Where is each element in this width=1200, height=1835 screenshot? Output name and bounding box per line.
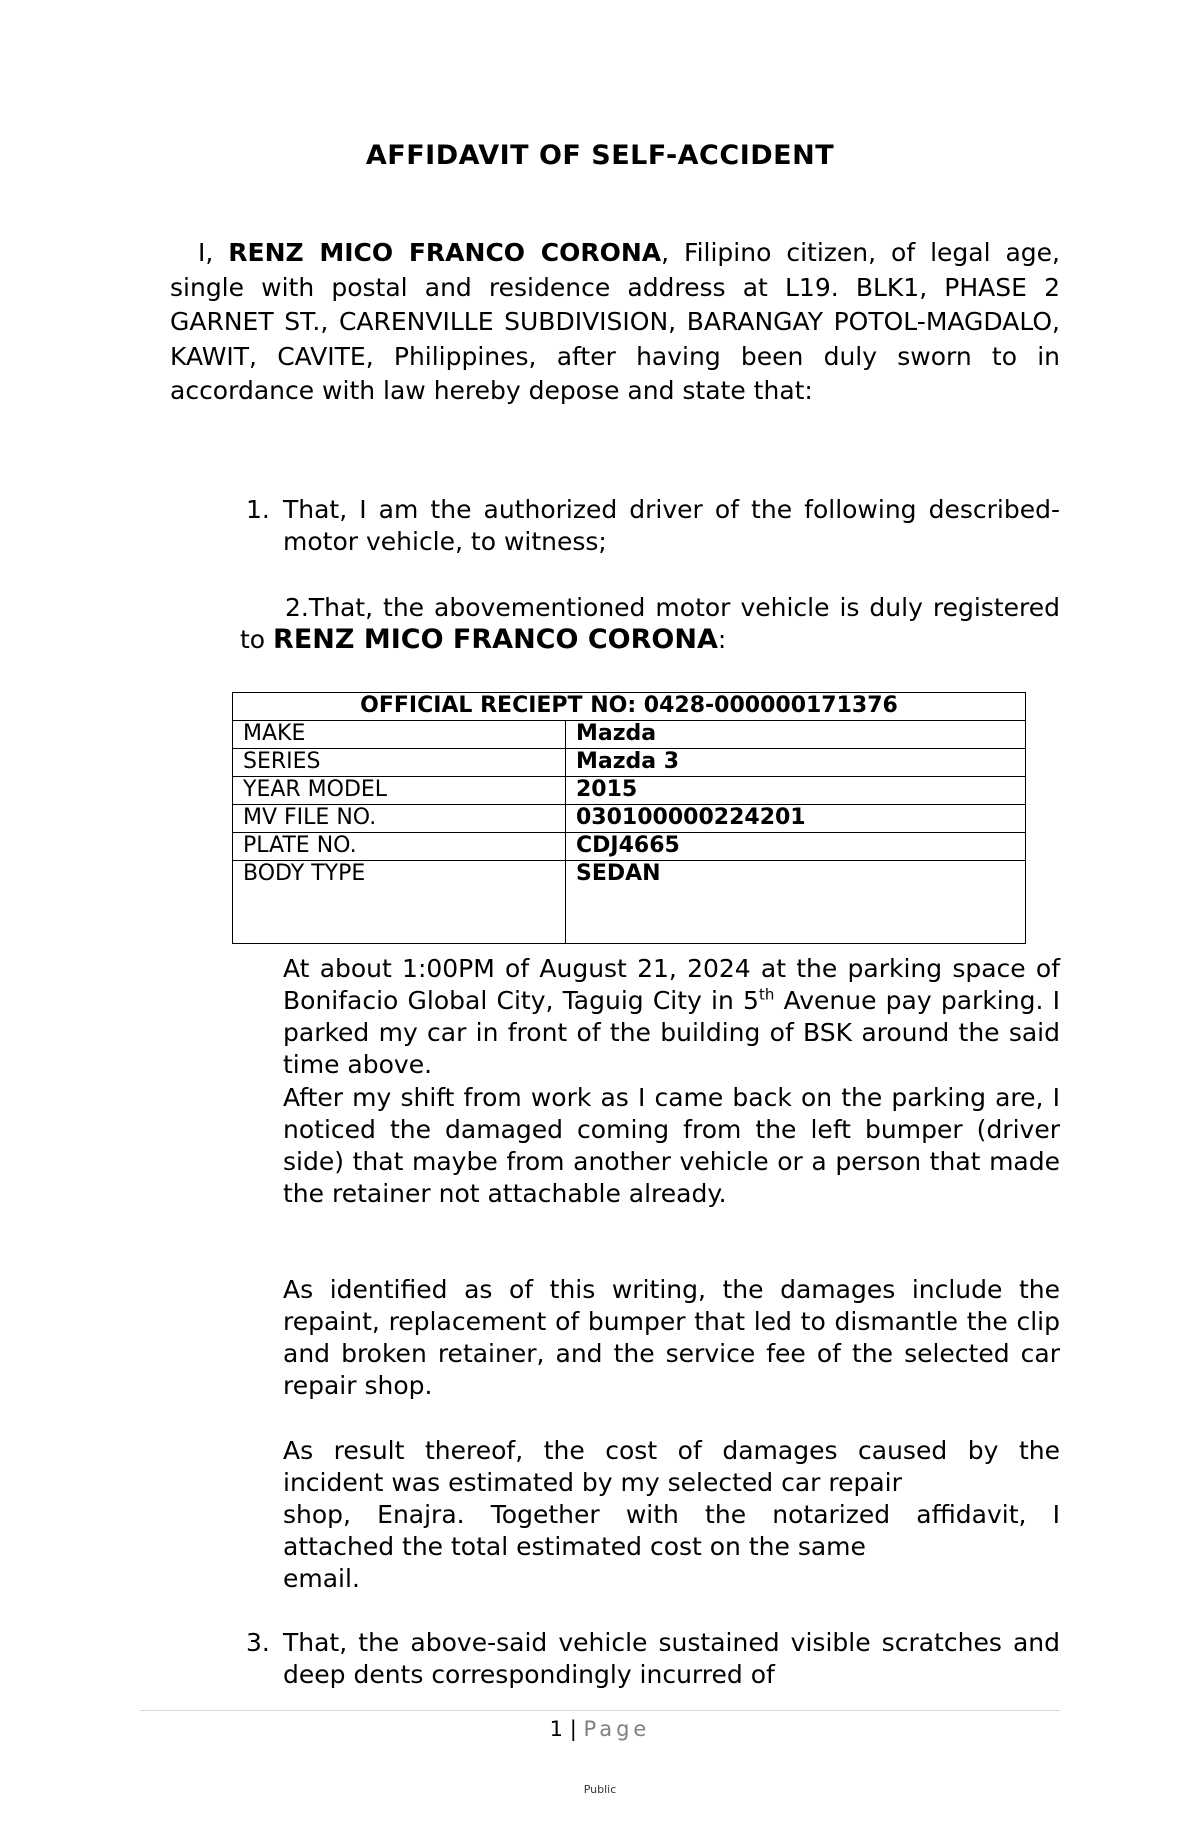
intro-paragraph	[170, 236, 1060, 409]
list-item-1	[246, 494, 1060, 558]
table-row	[233, 777, 1026, 805]
narrative-paragraph-2: After my shift from work as I came back on the parking are, I noticed the damaged coming from the left bumper (driver side) that maybe from another vehicle or a person that made the retainer not attachable already.	[283, 1083, 1060, 1208]
table-row	[233, 749, 1026, 777]
page-separator: |	[563, 1717, 584, 1741]
row-label-series: SERIES	[233, 749, 566, 777]
table-row	[233, 721, 1026, 749]
row-value-mv-file-no: 030100000224201	[566, 805, 1026, 833]
page-word: Page	[583, 1717, 651, 1741]
page-number: 1	[549, 1717, 564, 1741]
official-receipt-header: OFFICIAL RECIEPT NO: 0428-000000171376	[233, 693, 1026, 721]
page-number-footer	[0, 1717, 1200, 1741]
narrative-p4-line-3: shop, Enajra. Together with the notarized affidavit, I	[283, 1500, 1060, 1529]
table-row	[233, 861, 1026, 944]
ordinal-suffix: th	[758, 985, 775, 1004]
classification-label: Public	[583, 1783, 617, 1796]
narrative-p1-b: Avenue pay parking. I parked my car in front of the building of BSK around the said time above.	[283, 986, 1060, 1079]
list-item-1-number: 1.	[246, 495, 270, 524]
affiant-name: RENZ MICO FRANCO CORONA	[228, 238, 662, 267]
row-value-plate-no: CDJ4665	[566, 833, 1026, 861]
list-item-1-text: That, I am the authorized driver of the following described-motor vehicle, to witness;	[283, 495, 1060, 556]
table-row	[233, 805, 1026, 833]
narrative-paragraph-4	[283, 1435, 1060, 1595]
table-header-row	[233, 693, 1026, 721]
list-item-2-lead: 2.That, the abovementioned motor vehicle is duly registered to	[240, 593, 1060, 654]
row-label-plate-no: PLATE NO.	[233, 833, 566, 861]
row-label-body-type: BODY TYPE	[233, 861, 566, 944]
narrative-paragraph-3: As identified as of this writing, the damages include the repaint, replacement of bumper that led to dismantle the clip and broken retainer, and the service fee of the selected car repair shop.	[283, 1275, 1060, 1400]
row-value-body-type: SEDAN	[566, 861, 1026, 944]
registered-owner-name: RENZ MICO FRANCO CORONA	[273, 624, 718, 655]
intro-rest: , Filipino citizen, of legal age, single with postal and residence address at L19. BLK1, PHASE 2 GARNET ST., CARENVILLE SUBDIVISION, BARANGAY POTOL-MAGDALO, KAWIT, CAVITE, Philippines, after having been duly sworn to in accordance with law hereby depose and state that:	[170, 238, 1061, 405]
list-item-3	[246, 1627, 1060, 1691]
row-label-year-model: YEAR MODEL	[233, 777, 566, 805]
row-value-make: Mazda	[566, 721, 1026, 749]
narrative-p4-line-1: As result thereof, the cost of damages caused by the	[283, 1436, 1060, 1465]
list-item-2	[240, 592, 1060, 656]
narrative-p4-line-5: email.	[283, 1564, 360, 1593]
narrative-paragraph-1	[283, 953, 1060, 1081]
vehicle-details-table	[232, 692, 1026, 944]
list-item-3-number: 3.	[246, 1628, 270, 1657]
intro-lead: I,	[198, 238, 229, 267]
row-value-year-model: 2015	[566, 777, 1026, 805]
narrative-p4-line-2: incident was estimated by my selected car repair	[283, 1468, 902, 1497]
footer-divider	[140, 1710, 1060, 1711]
list-item-3-text: That, the above-said vehicle sustained visible scratches and deep dents correspondingly incurred of	[283, 1628, 1060, 1689]
row-value-series: Mazda 3	[566, 749, 1026, 777]
narrative-p4-line-4: attached the total estimated cost on the same	[283, 1532, 866, 1561]
narrative-p1-a: At about 1:00PM of August 21, 2024 at the parking space of Bonifacio Global City, Taguig City in 5	[283, 954, 1060, 1015]
row-label-mv-file-no: MV FILE NO.	[233, 805, 566, 833]
table-row	[233, 833, 1026, 861]
document-title: AFFIDAVIT OF SELF-ACCIDENT	[365, 140, 835, 171]
list-item-2-tail: :	[717, 625, 727, 654]
row-label-make: MAKE	[233, 721, 566, 749]
